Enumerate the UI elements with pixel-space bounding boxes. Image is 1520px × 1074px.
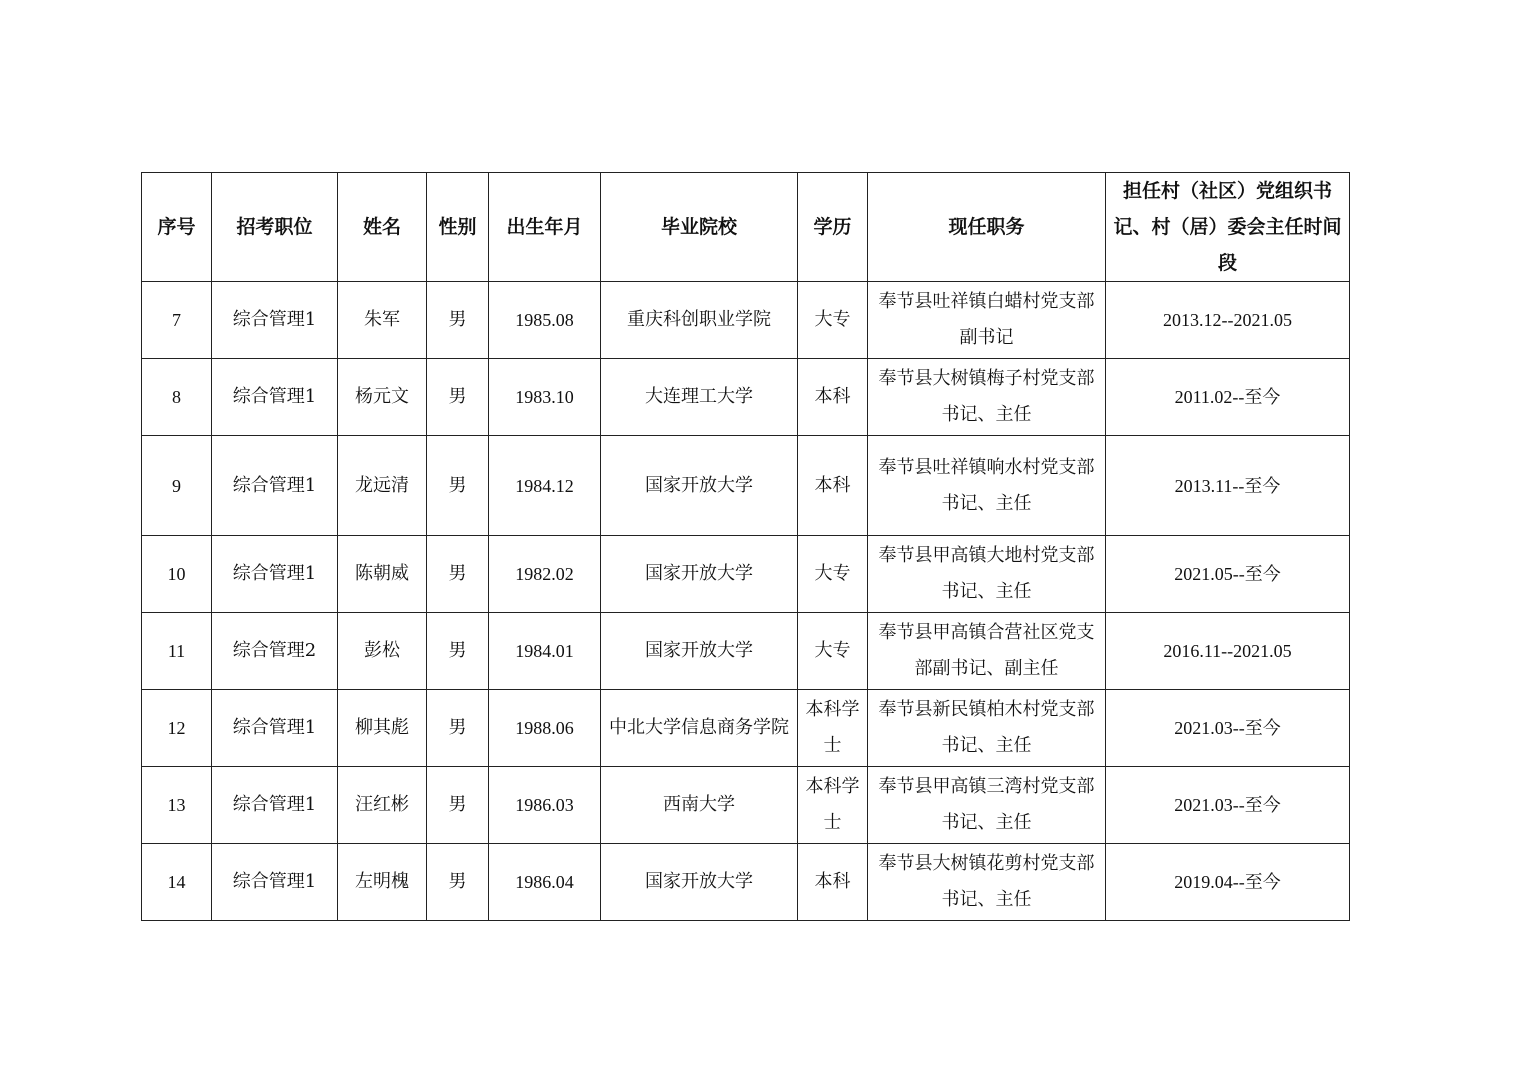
- cell-current-post: 奉节县甲高镇三湾村党支部书记、主任: [868, 767, 1106, 844]
- table-row: [142, 536, 1350, 613]
- cell-school: 中北大学信息商务学院: [601, 690, 798, 767]
- cell-birth: 1986.04: [489, 844, 601, 921]
- cell-name: 龙远清: [338, 436, 427, 536]
- cell-index: 9: [142, 436, 212, 536]
- cell-tenure-period: 2011.02--至今: [1106, 359, 1350, 436]
- cell-index: 13: [142, 767, 212, 844]
- cell-birth: 1983.10: [489, 359, 601, 436]
- cell-index: 7: [142, 282, 212, 359]
- cell-school: 重庆科创职业学院: [601, 282, 798, 359]
- cell-birth: 1984.01: [489, 613, 601, 690]
- cell-education: 大专: [798, 536, 868, 613]
- cell-school: 国家开放大学: [601, 844, 798, 921]
- table-row: [142, 436, 1350, 536]
- cell-tenure-period: 2016.11--2021.05: [1106, 613, 1350, 690]
- cell-position: 综合管理1: [212, 359, 338, 436]
- cell-current-post: 奉节县甲高镇合营社区党支部副书记、副主任: [868, 613, 1106, 690]
- cell-gender: 男: [427, 359, 489, 436]
- cell-name: 陈朝威: [338, 536, 427, 613]
- cell-gender: 男: [427, 282, 489, 359]
- cell-index: 11: [142, 613, 212, 690]
- cell-current-post: 奉节县新民镇柏木村党支部书记、主任: [868, 690, 1106, 767]
- cell-gender: 男: [427, 690, 489, 767]
- cell-tenure-period: 2021.03--至今: [1106, 767, 1350, 844]
- cell-gender: 男: [427, 536, 489, 613]
- cell-tenure-period: 2021.03--至今: [1106, 690, 1350, 767]
- cell-tenure-period: 2013.12--2021.05: [1106, 282, 1350, 359]
- cell-school: 大连理工大学: [601, 359, 798, 436]
- cell-position: 综合管理1: [212, 436, 338, 536]
- cell-school: 国家开放大学: [601, 536, 798, 613]
- cell-school: 国家开放大学: [601, 436, 798, 536]
- cell-position: 综合管理1: [212, 282, 338, 359]
- cell-gender: 男: [427, 613, 489, 690]
- cell-gender: 男: [427, 436, 489, 536]
- cell-name: 汪红彬: [338, 767, 427, 844]
- cell-education: 本科: [798, 436, 868, 536]
- cell-position: 综合管理1: [212, 767, 338, 844]
- header-school: 毕业院校: [601, 173, 798, 282]
- cell-index: 10: [142, 536, 212, 613]
- table-row: [142, 844, 1350, 921]
- header-gender: 性别: [427, 173, 489, 282]
- cell-current-post: 奉节县大树镇花剪村党支部书记、主任: [868, 844, 1106, 921]
- cell-position: 综合管理1: [212, 536, 338, 613]
- cell-birth: 1986.03: [489, 767, 601, 844]
- cell-education: 大专: [798, 282, 868, 359]
- cell-school: 西南大学: [601, 767, 798, 844]
- cell-current-post: 奉节县吐祥镇白蜡村党支部副书记: [868, 282, 1106, 359]
- cell-name: 朱军: [338, 282, 427, 359]
- table-row: [142, 359, 1350, 436]
- cell-tenure-period: 2013.11--至今: [1106, 436, 1350, 536]
- cell-position: 综合管理2: [212, 613, 338, 690]
- cell-position: 综合管理1: [212, 690, 338, 767]
- header-index: 序号: [142, 173, 212, 282]
- cell-birth: 1984.12: [489, 436, 601, 536]
- table-row: [142, 767, 1350, 844]
- cell-current-post: 奉节县大树镇梅子村党支部书记、主任: [868, 359, 1106, 436]
- header-current-post: 现任职务: [868, 173, 1106, 282]
- table-row: [142, 282, 1350, 359]
- header-name: 姓名: [338, 173, 427, 282]
- header-tenure-period: 担任村（社区）党组织书记、村（居）委会主任时间段: [1106, 173, 1350, 282]
- cell-gender: 男: [427, 844, 489, 921]
- cell-index: 14: [142, 844, 212, 921]
- cell-birth: 1988.06: [489, 690, 601, 767]
- table-row: [142, 690, 1350, 767]
- cell-gender: 男: [427, 767, 489, 844]
- cell-tenure-period: 2021.05--至今: [1106, 536, 1350, 613]
- cell-education: 本科学士: [798, 767, 868, 844]
- cell-name: 柳其彪: [338, 690, 427, 767]
- cell-birth: 1985.08: [489, 282, 601, 359]
- cell-education: 本科: [798, 359, 868, 436]
- cell-education: 大专: [798, 613, 868, 690]
- header-education: 学历: [798, 173, 868, 282]
- candidate-table: [141, 172, 1350, 921]
- cell-name: 彭松: [338, 613, 427, 690]
- cell-school: 国家开放大学: [601, 613, 798, 690]
- table-row: [142, 613, 1350, 690]
- cell-birth: 1982.02: [489, 536, 601, 613]
- cell-education: 本科: [798, 844, 868, 921]
- cell-current-post: 奉节县吐祥镇响水村党支部书记、主任: [868, 436, 1106, 536]
- table-header-row: [142, 173, 1350, 282]
- header-position: 招考职位: [212, 173, 338, 282]
- cell-current-post: 奉节县甲高镇大地村党支部书记、主任: [868, 536, 1106, 613]
- cell-index: 12: [142, 690, 212, 767]
- cell-position: 综合管理1: [212, 844, 338, 921]
- cell-tenure-period: 2019.04--至今: [1106, 844, 1350, 921]
- header-birth: 出生年月: [489, 173, 601, 282]
- cell-index: 8: [142, 359, 212, 436]
- cell-education: 本科学士: [798, 690, 868, 767]
- cell-name: 杨元文: [338, 359, 427, 436]
- cell-name: 左明槐: [338, 844, 427, 921]
